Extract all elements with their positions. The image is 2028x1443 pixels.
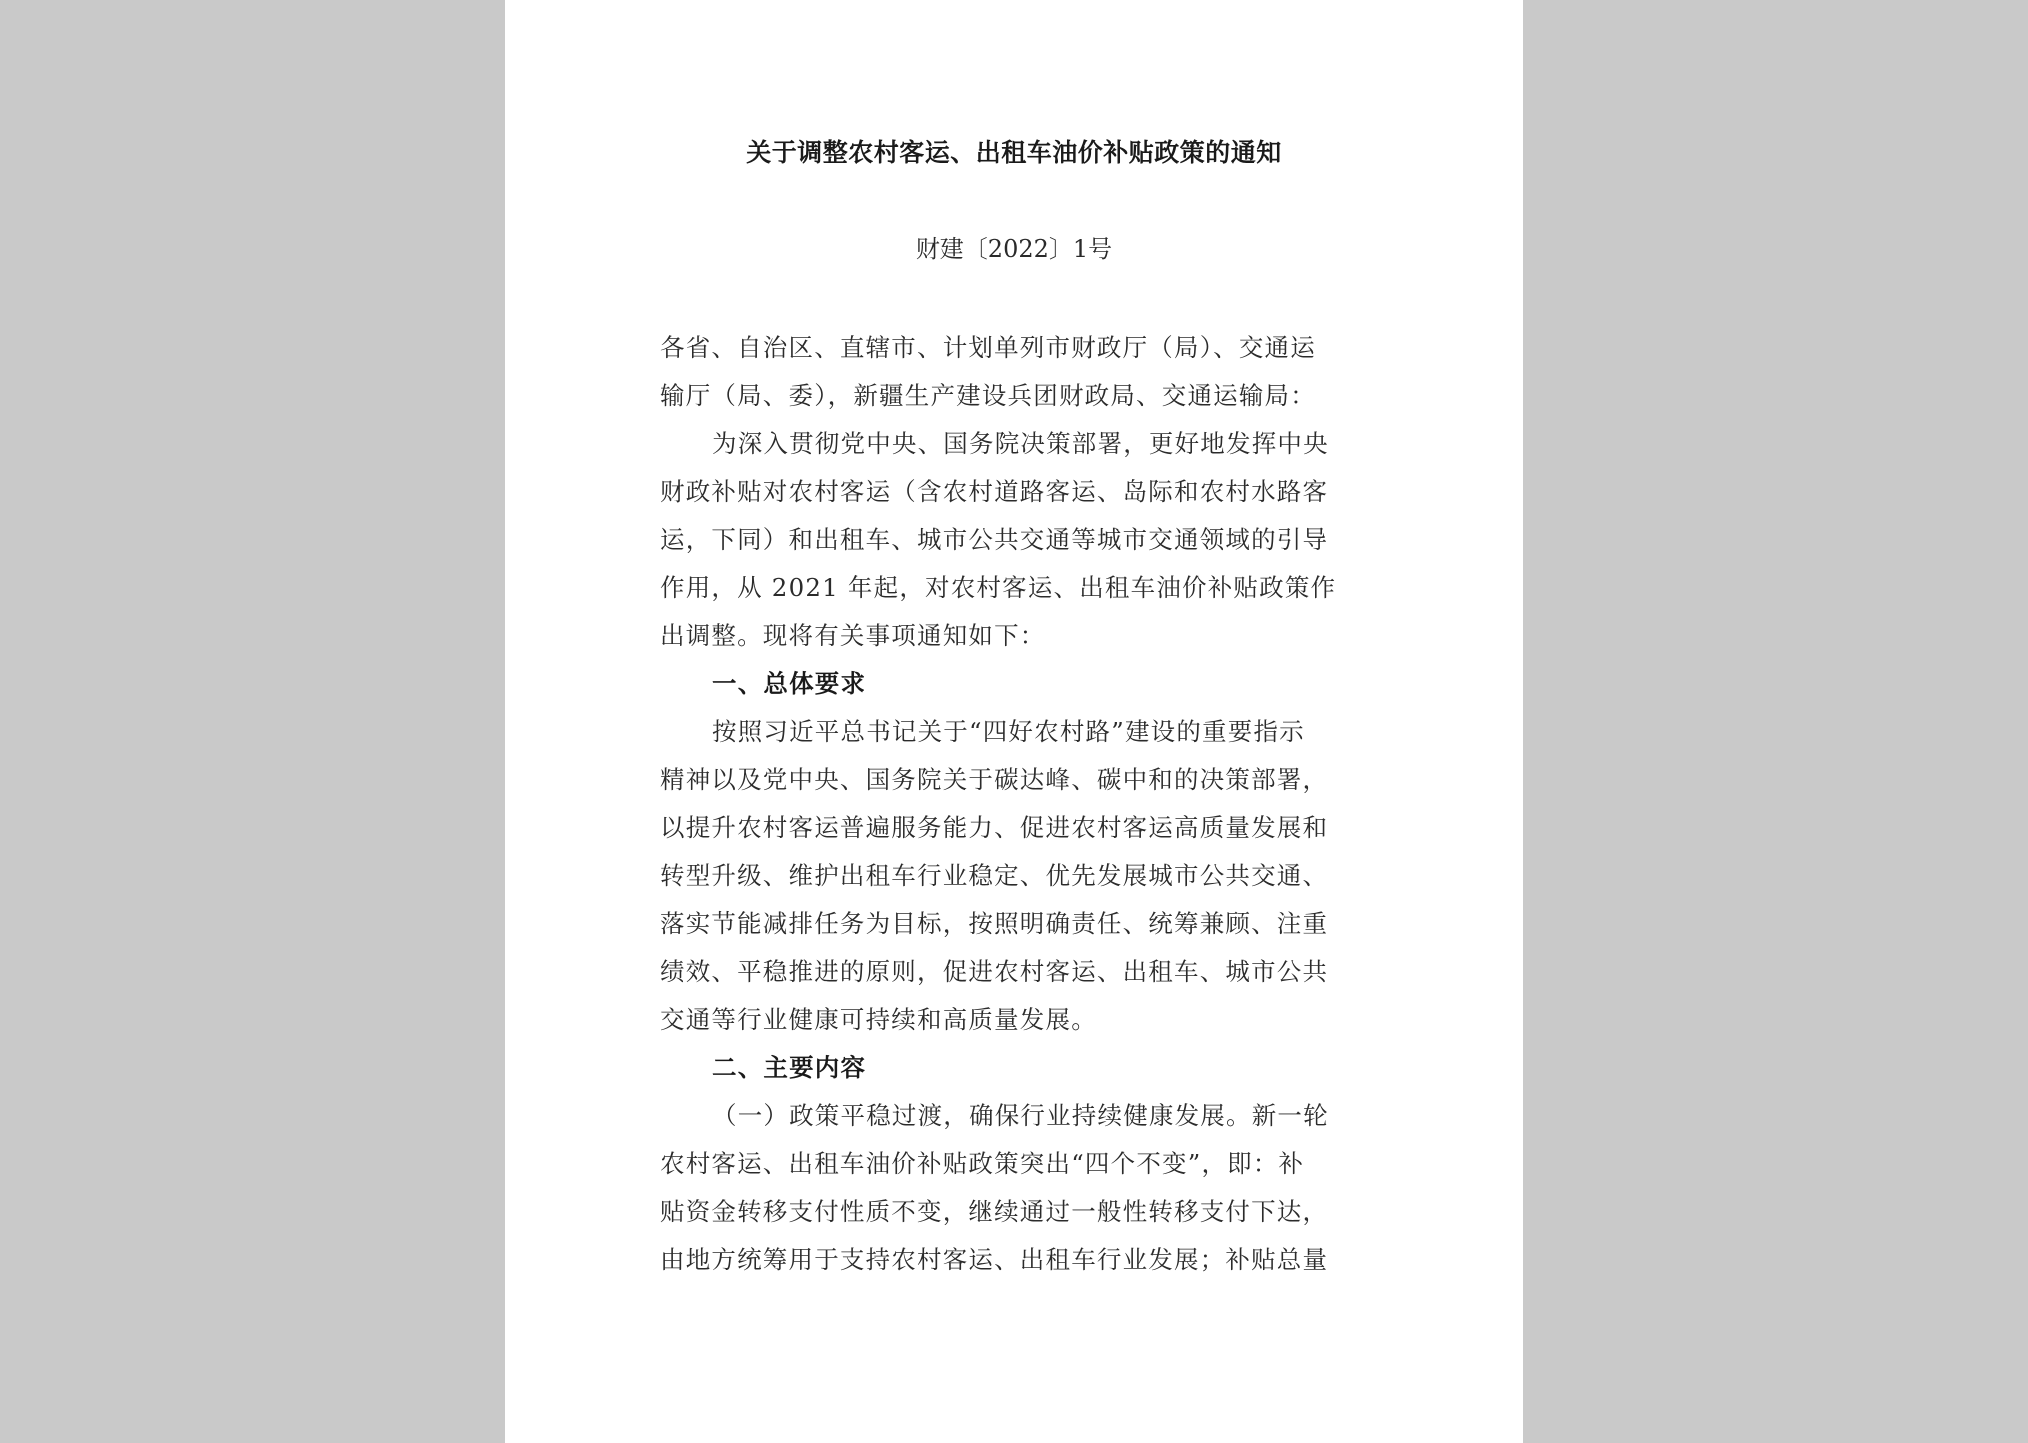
body-line: 运，下同）和出租车、城市公共交通等城市交通领域的引导 — [660, 525, 1329, 554]
body-line: 为深入贯彻党中央、国务院决策部署，更好地发挥中央 — [712, 429, 1329, 458]
body-line: 交通等行业健康可持续和高质量发展。 — [660, 1005, 1097, 1034]
document-page — [505, 0, 1523, 1443]
document-title: 关于调整农村客运、出租车油价补贴政策的通知 — [746, 138, 1282, 167]
body-line: （一）政策平稳过渡，确保行业持续健康发展。新一轮 — [712, 1101, 1329, 1130]
body-line: 贴资金转移支付性质不变，继续通过一般性转移支付下达， — [660, 1197, 1329, 1226]
body-line: 作用，从 2021 年起，对农村客运、出租车油价补贴政策作 — [660, 573, 1337, 602]
body-line: 按照习近平总书记关于“四好农村路”建设的重要指示 — [712, 717, 1305, 746]
body-line-addressee: 各省、自治区、直辖市、计划单列市财政厅（局）、交通运 — [660, 333, 1316, 362]
body-line: 转型升级、维护出租车行业稳定、优先发展城市公共交通、 — [660, 861, 1329, 890]
section-heading: 一、总体要求 — [712, 669, 867, 698]
body-line: 出调整。现将有关事项通知如下： — [660, 621, 1046, 650]
document-number: 财建〔2022〕1号 — [915, 235, 1113, 263]
body-line: 农村客运、出租车油价补贴政策突出“四个不变”，即：补 — [660, 1149, 1305, 1178]
document-body — [660, 324, 1370, 1284]
body-line: 绩效、平稳推进的原则，促进农村客运、出租车、城市公共 — [660, 957, 1329, 986]
body-line: 以提升农村客运普遍服务能力、促进农村客运高质量发展和 — [660, 813, 1329, 842]
body-line: 财政补贴对农村客运（含农村道路客运、岛际和农村水路客 — [660, 477, 1329, 506]
body-line-addressee: 输厅（局、委），新疆生产建设兵团财政局、交通运输局： — [660, 381, 1316, 410]
body-line: 由地方统筹用于支持农村客运、出租车行业发展；补贴总量 — [660, 1245, 1329, 1274]
section-heading: 二、主要内容 — [712, 1053, 867, 1082]
body-line: 精神以及党中央、国务院关于碳达峰、碳中和的决策部署， — [660, 765, 1329, 794]
body-line: 落实节能减排任务为目标，按照明确责任、统筹兼顾、注重 — [660, 909, 1329, 938]
